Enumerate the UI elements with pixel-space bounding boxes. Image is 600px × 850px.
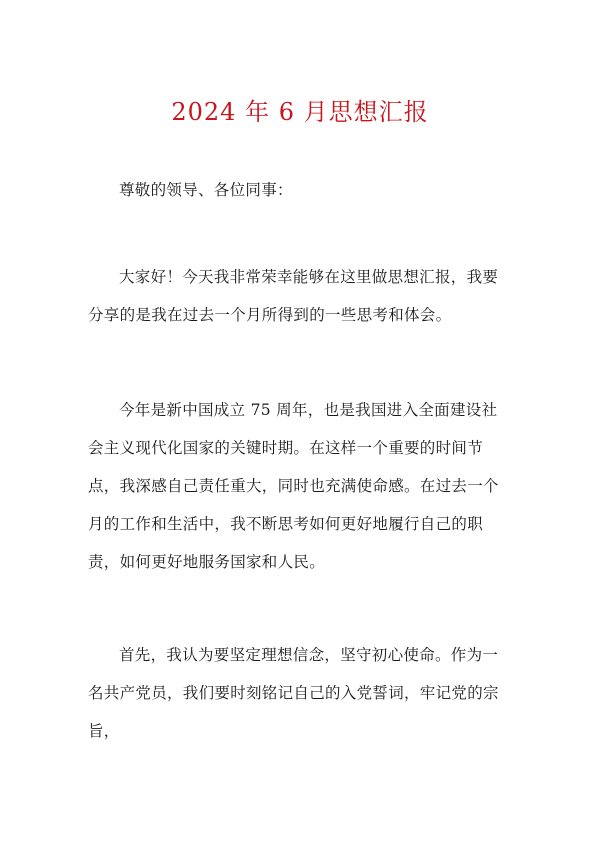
document-title: 2024 年 6 月思想汇报 bbox=[171, 98, 429, 126]
paragraph-anniversary: 今年是新中国成立 75 周年，也是我国进入全面建设社会主义现代化国家的关键时期。在这样一个重要的时间节点，我深感自己责任重大，同时也充满使命感。在过去一个月的工作和生活中，我不断思考如何更好地履行自己的职责，如何更好地服务国家和人民。 bbox=[88, 401, 499, 571]
paragraph-beliefs: 首先，我认为要坚定理想信念，坚守初心使命。作为一名共产党员，我们要时刻铭记自己的入党誓词，牢记党的宗旨， bbox=[88, 646, 499, 740]
paragraph-greeting: 大家好！今天我非常荣幸能够在这里做思想汇报，我要分享的是我在过去一个月所得到的一些思考和体会。 bbox=[88, 268, 499, 324]
salutation: 尊敬的领导、各位同事： bbox=[119, 181, 293, 199]
